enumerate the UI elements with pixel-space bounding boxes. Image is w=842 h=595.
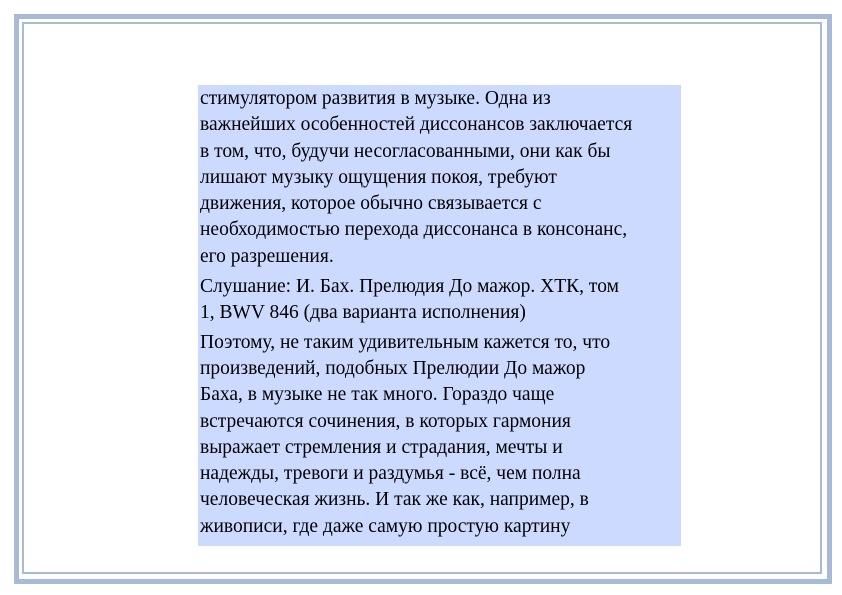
text-block	[198, 85, 681, 546]
paragraph-listening: Слушание: И. Бах. Прелюдия До мажор. ХТК, том 1, BWV 846 (два варианта исполнения)	[200, 275, 619, 323]
paragraph-prelude: Поэтому, не таким удивительным кажется то, что произведений, подобных Прелюдии До мажор Баха, в музыке не так много. Гораздо чаще встречаются сочинения, в которых гармония выражает стремления и страдания, мечты и надежды, тревоги и раздумья - всё, чем полна человеческая жизнь. И так же как, например, в живописи, где даже самую простую картину	[200, 331, 611, 537]
paragraph-dissonance: стимулятором развития в музыке. Одна из важнейших особенностей диссонансов заключается в том, что, будучи несогласованными, они как бы лишают музыку ощущения покоя, требуют движения, которое обычно связывается с необходимостью перехода диссонанса в консонанс, его разрешения.	[200, 88, 633, 267]
